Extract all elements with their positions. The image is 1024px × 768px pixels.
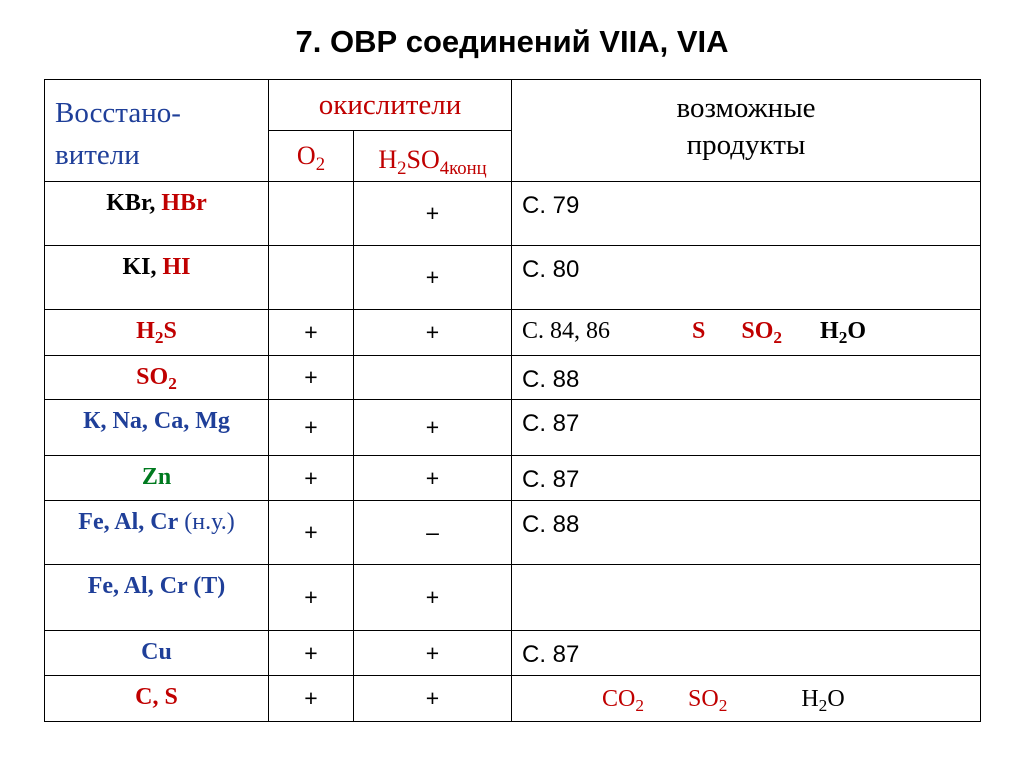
h2so4-mark: + <box>354 310 512 356</box>
o2-mark: + <box>269 501 354 565</box>
h2so4-mark: – <box>354 501 512 565</box>
o2-mark <box>269 182 354 246</box>
products-cell: С. 88 <box>512 501 981 565</box>
reducer-cell: $H_2S$ <box>45 310 269 356</box>
reducer-cell: Fe, Al, Cr (н.у.) <box>45 501 269 565</box>
o2-mark: + <box>269 400 354 456</box>
table-row <box>45 182 981 246</box>
table-row <box>45 501 981 565</box>
h2so4-mark: + <box>354 631 512 676</box>
page-reference: С. 84, 86 <box>522 318 611 344</box>
h2so4-mark: + <box>354 182 512 246</box>
header-reducers-line2: вители <box>55 139 140 171</box>
reducer-cell: $SO_2$ <box>45 356 269 400</box>
o2-mark <box>269 246 354 310</box>
products-cell: С. 87 <box>512 456 981 501</box>
o2-mark: + <box>269 631 354 676</box>
table-row <box>45 565 981 631</box>
products-cell <box>512 565 981 631</box>
reducer-cell: Zn <box>45 456 269 501</box>
header-o2: $O_2$ <box>269 131 354 182</box>
header-products-line2: продукты <box>686 129 806 161</box>
products-cell: С. 88 <box>512 356 981 400</box>
h2so4-mark: + <box>354 400 512 456</box>
products-cell <box>512 310 981 356</box>
header-products-line1: возможные <box>676 92 816 124</box>
table-row <box>45 456 981 501</box>
products-cell: С. 80 <box>512 246 981 310</box>
redox-table <box>44 79 981 722</box>
h2so4-mark: + <box>354 676 512 722</box>
h2so4-mark: + <box>354 456 512 501</box>
table-row <box>45 676 981 722</box>
h2so4-mark <box>354 356 512 400</box>
reducer-cell: К, Na, Ca, Mg <box>45 400 269 456</box>
reducer-cell: Cu <box>45 631 269 676</box>
products-cell: С. 79 <box>512 182 981 246</box>
table-row <box>45 400 981 456</box>
table-row <box>45 310 981 356</box>
table-row <box>45 246 981 310</box>
product-s: S <box>692 318 706 344</box>
o2-mark: + <box>269 310 354 356</box>
product-so2: $SO_2$ <box>741 318 783 348</box>
reducer-cell: KI, HI <box>45 246 269 310</box>
products-cell: С. 87 <box>512 631 981 676</box>
products-cell <box>512 676 981 722</box>
product-h2o: $H_2O$ <box>801 686 845 716</box>
product-so2: $SO_2$ <box>688 686 728 716</box>
product-co2: $CO_2$ <box>602 686 644 716</box>
header-h2so4: $H_2SO_{4конц}$ <box>354 131 512 182</box>
reducer-cell: C, S <box>45 676 269 722</box>
o2-mark: + <box>269 565 354 631</box>
h2so4-mark: + <box>354 246 512 310</box>
table-row <box>45 356 981 400</box>
product-h2o: $H_2O$ <box>820 318 867 348</box>
h2so4-mark: + <box>354 565 512 631</box>
reducer-cell: KBr, HBr <box>45 182 269 246</box>
reducer-cell: Fe, Al, Cr (Т) <box>45 565 269 631</box>
header-reducers-line1: Восстано- <box>55 97 181 129</box>
header-reducers <box>45 80 269 182</box>
o2-mark: + <box>269 356 354 400</box>
products-cell: С. 87 <box>512 400 981 456</box>
o2-mark: + <box>269 456 354 501</box>
o2-mark: + <box>269 676 354 722</box>
page-title: 7. ОВР соединений VIIA, VIA <box>295 24 729 59</box>
table-row <box>45 631 981 676</box>
header-oxidizers: окислители <box>269 80 512 131</box>
header-products <box>512 80 981 182</box>
